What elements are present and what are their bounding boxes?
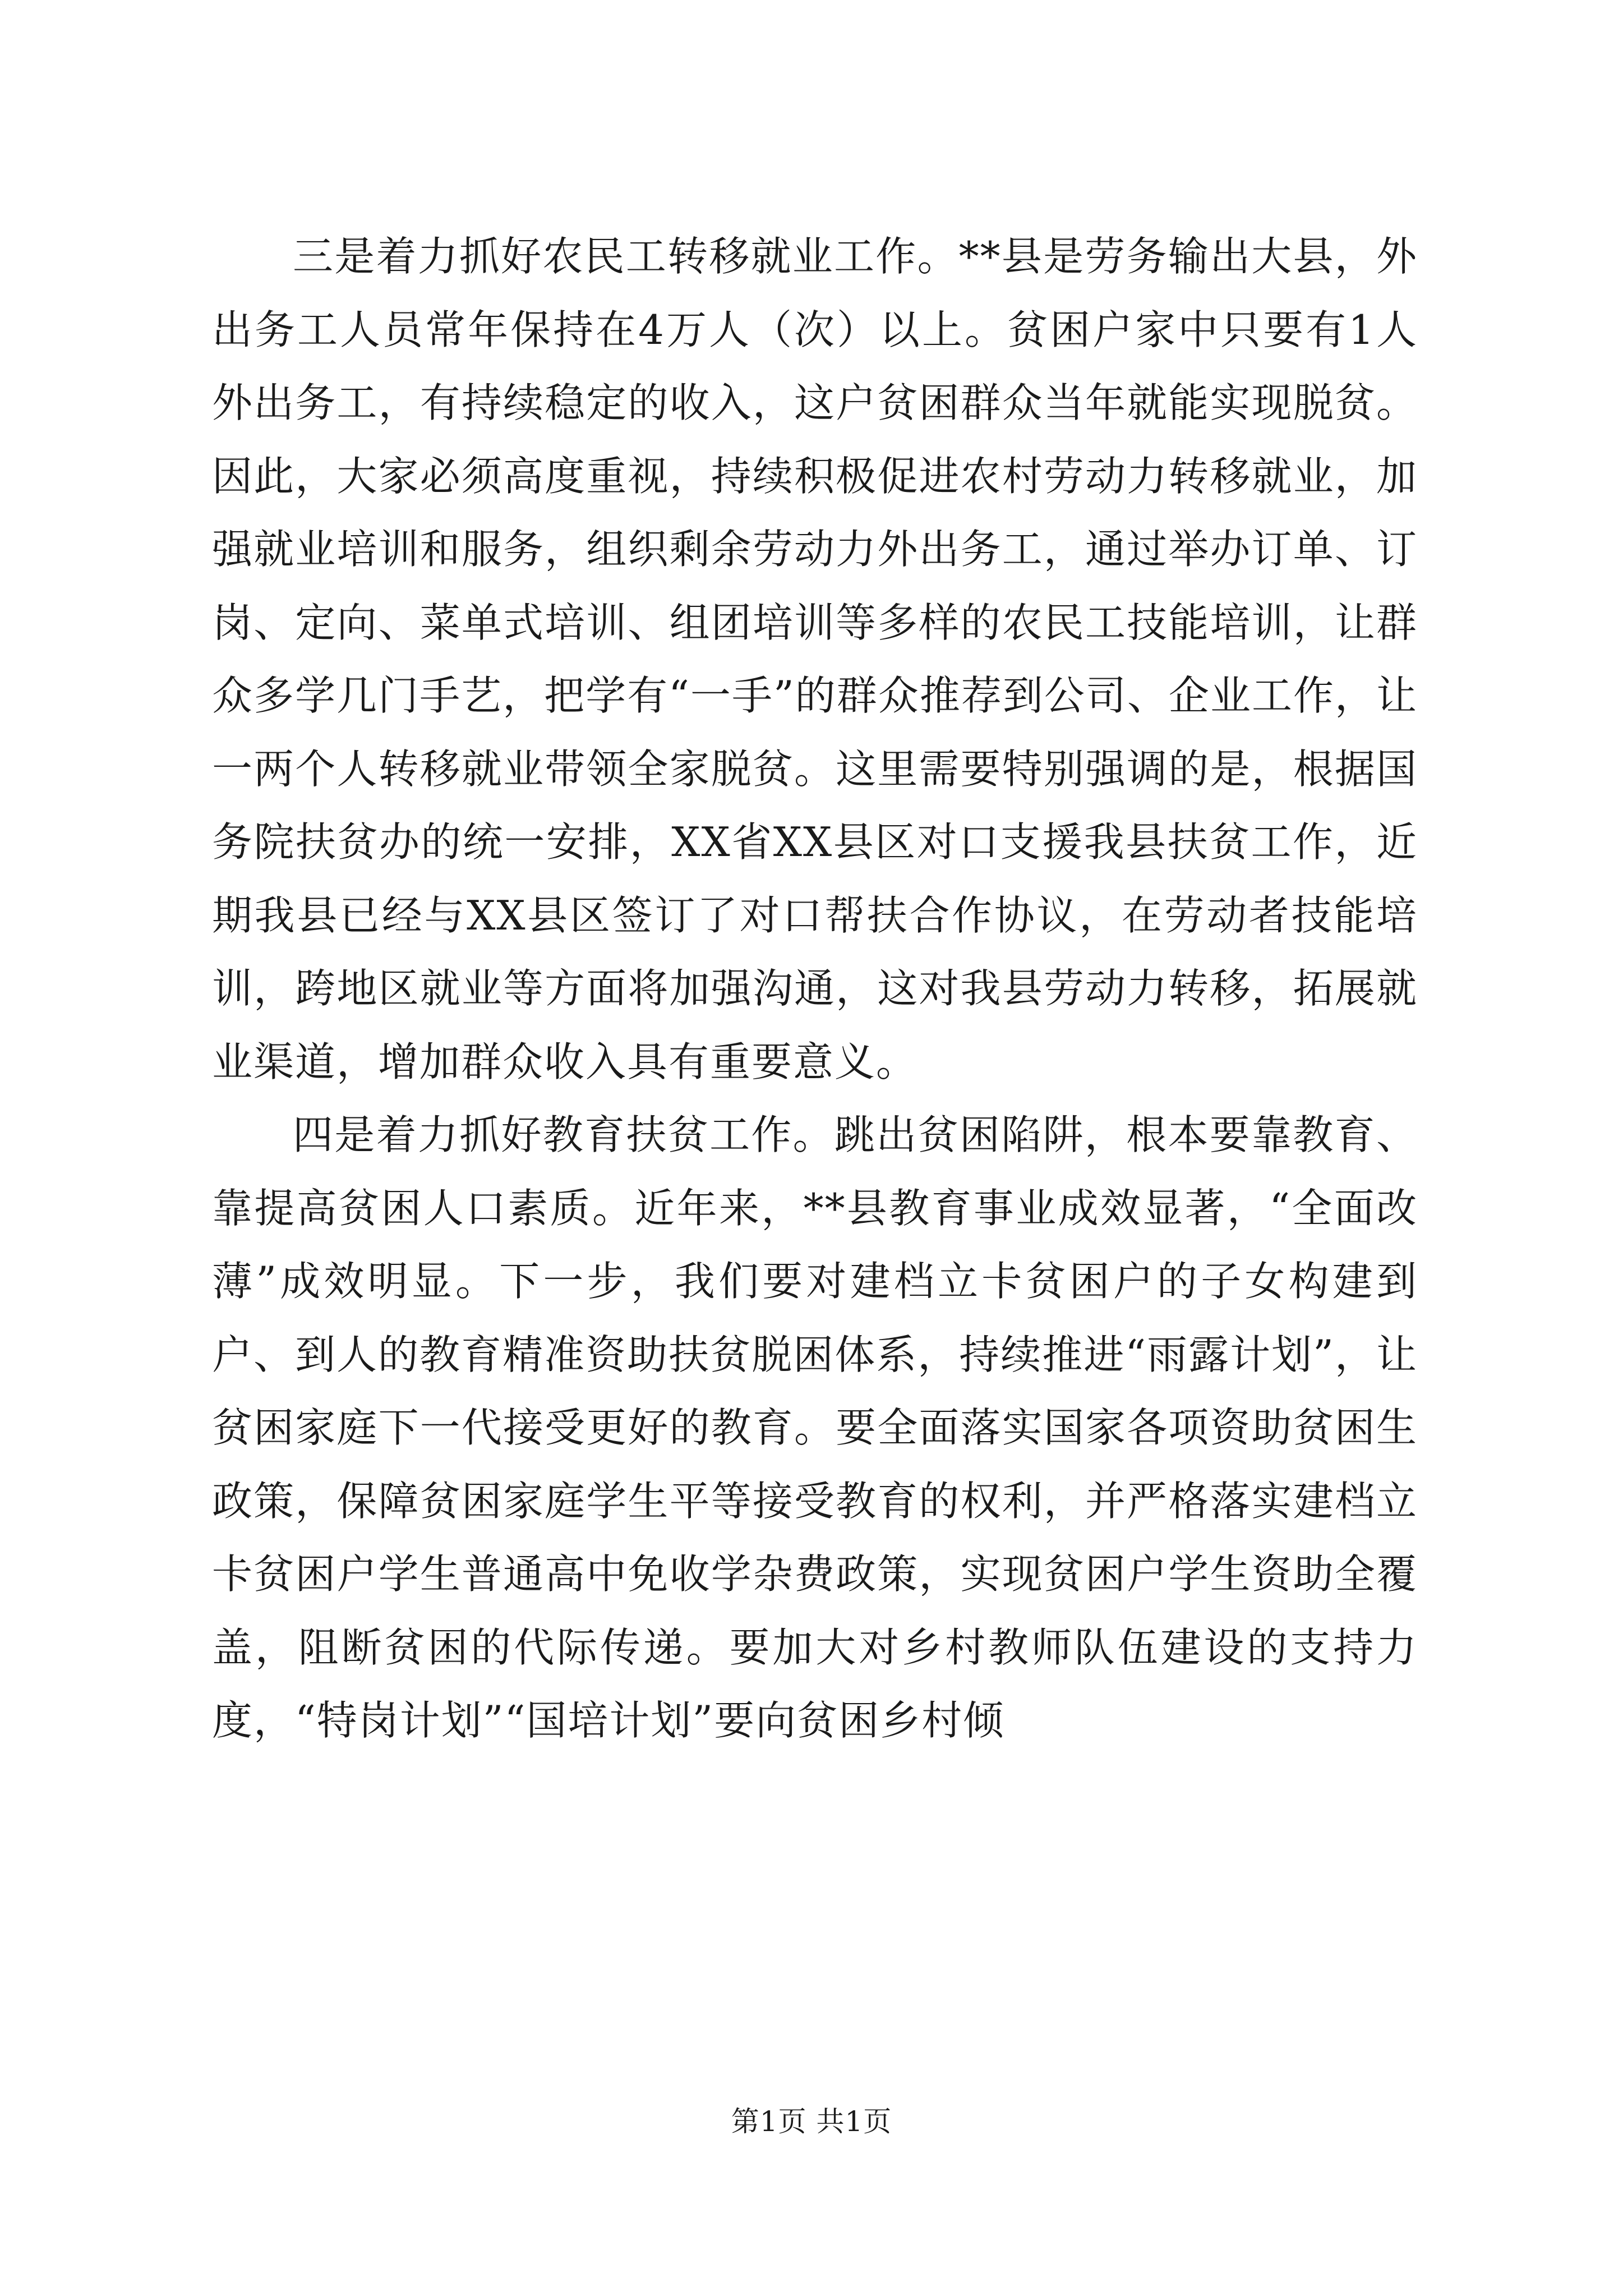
paragraph-education: 四是着力抓好教育扶贫工作。跳出贫困陷阱，根本要靠教育、靠提高贫困人口素质。近年来，**县教育事业成效显著，“全面改薄”成效明显。下一步，我们要对建档立卡贫困户的子女构建到户、到人的教育精准资助扶贫脱困体系，持续推进“雨露计划”，让贫困家庭下一代接受更好的教育。要全面落实国家各项资助贫困生政策，保障贫困家庭学生平等接受教育的权利，并严格落实建档立卡贫困户学生普通高中免收学杂费政策，实现贫困户学生资助全覆盖，阻断贫困的代际传递。要加大对乡村教师队伍建设的支持力度，“特岗计划”“国培计划”要向贫困乡村倾	[212, 1111, 1418, 1744]
page-footer: 第1页 共1页	[731, 2105, 892, 2138]
document-body	[212, 220, 1418, 1757]
paragraph-employment: 三是着力抓好农民工转移就业工作。**县是劳务输出大县，外出务工人员常年保持在4万人（次）以上。贫困户家中只要有1人外出务工，有持续稳定的收入，这户贫困群众当年就能实现脱贫。因此，大家必须高度重视，持续积极促进农村劳动力转移就业，加强就业培训和服务，组织剩余劳动力外出务工，通过举办订单、订岗、定向、菜单式培训、组团培训等多样的农民工技能培训，让群众多学几门手艺，把学有“一手”的群众推荐到公司、企业工作，让一两个人转移就业带领全家脱贫。这里需要特别强调的是，根据国务院扶贫办的统一安排，XX省XX县区对口支援我县扶贫工作，近期我县已经与XX县区签订了对口帮扶合作协议，在劳动者技能培训，跨地区就业等方面将加强沟通，这对我县劳动力转移，拓展就业渠道，增加群众收入具有重要意义。	[212, 233, 1418, 1085]
